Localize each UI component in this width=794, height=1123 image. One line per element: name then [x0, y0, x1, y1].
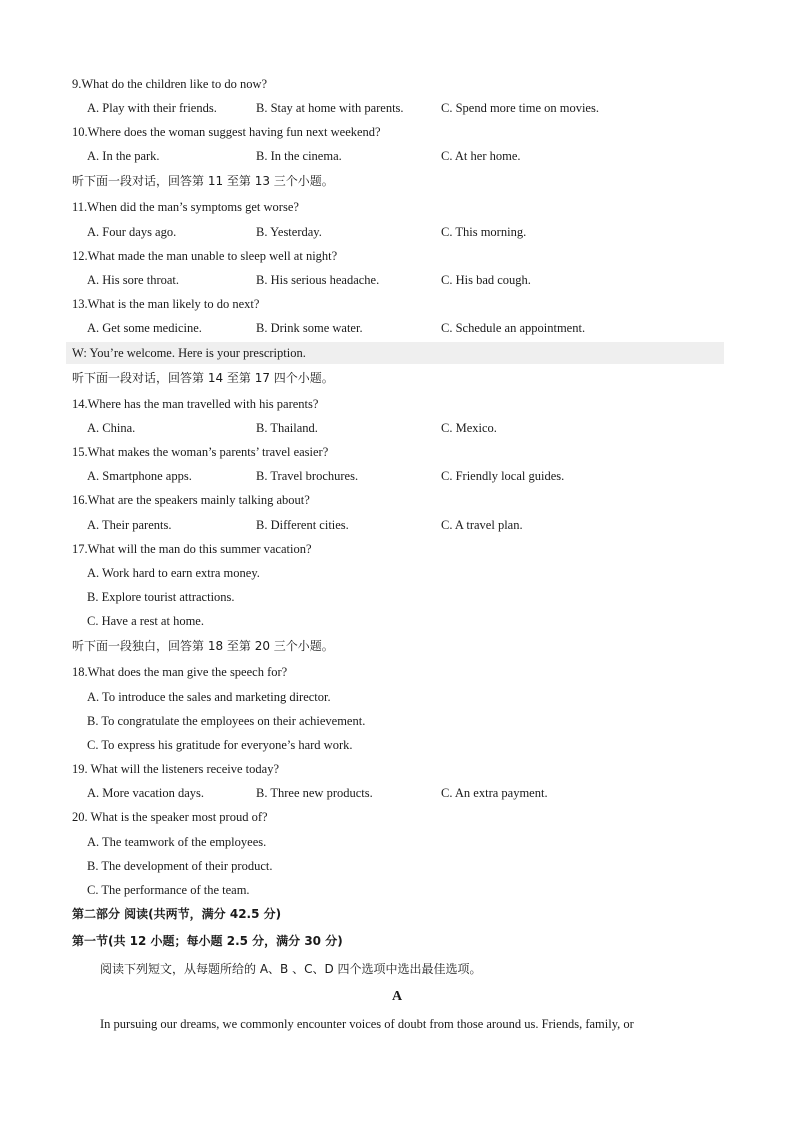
question-14: 14.Where has the man travelled with his parents?: [72, 397, 319, 411]
q11-option-c: C. This morning.: [441, 225, 527, 239]
q20-option-a: A. The teamwork of the employees.: [87, 835, 267, 849]
q10-option-b: B. In the cinema.: [256, 149, 342, 163]
q14-option-b: B. Thailand.: [256, 421, 318, 435]
q14-option-a: A. China.: [87, 421, 136, 435]
q19-option-a: A. More vacation days.: [87, 786, 204, 800]
q11-option-b: B. Yesterday.: [256, 225, 322, 239]
q9-option-c: C. Spend more time on movies.: [441, 101, 599, 115]
q14-option-c: C. Mexico.: [441, 421, 497, 435]
q13-option-b: B. Drink some water.: [256, 321, 363, 335]
q12-option-c: C. His bad cough.: [441, 273, 531, 287]
q16-option-a: A. Their parents.: [87, 518, 172, 532]
q9-option-b: B. Stay at home with parents.: [256, 101, 404, 115]
reading-instruction: 阅读下列短文，从每题所给的 A、B 、C、D 四个选项中选出最佳选项。: [100, 962, 482, 976]
question-10: 10.Where does the woman suggest having fun next weekend?: [72, 125, 381, 139]
section-heading-14-17: 听下面一段对话，回答第 14 至第 17 四个小题。: [72, 371, 334, 385]
q12-option-b: B. His serious headache.: [256, 273, 380, 287]
q15-option-c: C. Friendly local guides.: [441, 469, 565, 483]
q13-option-c: C. Schedule an appointment.: [441, 321, 586, 335]
question-17: 17.What will the man do this summer vacation?: [72, 542, 312, 556]
question-9: 9.What do the children like to do now?: [72, 77, 268, 91]
passage-label: A: [391, 989, 403, 1004]
question-13: 13.What is the man likely to do next?: [72, 297, 260, 311]
question-18: 18.What does the man give the speech for?: [72, 665, 288, 679]
q15-option-a: A. Smartphone apps.: [87, 469, 192, 483]
question-15: 15.What makes the woman’s parents’ travel easier?: [72, 445, 329, 459]
q15-option-b: B. Travel brochures.: [256, 469, 359, 483]
q18-option-b: B. To congratulate the employees on their achievement.: [87, 714, 366, 728]
section-heading-18-20: 听下面一段独白，回答第 18 至第 20 三个小题。: [72, 639, 334, 653]
transcript-line: W: You’re welcome. Here is your prescription.: [72, 346, 306, 360]
q13-option-a: A. Get some medicine.: [87, 321, 202, 335]
q9-option-a: A. Play with their friends.: [87, 101, 217, 115]
question-19: 19. What will the listeners receive today?: [72, 762, 279, 776]
question-16: 16.What are the speakers mainly talking about?: [72, 493, 310, 507]
q18-option-c: C. To express his gratitude for everyone’s hard work.: [87, 738, 353, 752]
part-two-title: 第二部分 阅读(共两节，满分 42.5 分): [72, 907, 282, 921]
q19-option-b: B. Three new products.: [256, 786, 373, 800]
question-11: 11.When did the man’s symptoms get worse?: [72, 200, 299, 214]
q16-option-c: C. A travel plan.: [441, 518, 523, 532]
q20-option-c: C. The performance of the team.: [87, 883, 250, 897]
q10-option-a: A. In the park.: [87, 149, 160, 163]
q17-option-b: B. Explore tourist attractions.: [87, 590, 235, 604]
q17-option-c: C. Have a rest at home.: [87, 614, 204, 628]
q19-option-c: C. An extra payment.: [441, 786, 548, 800]
q18-option-a: A. To introduce the sales and marketing director.: [87, 690, 331, 704]
q16-option-b: B. Different cities.: [256, 518, 349, 532]
question-20: 20. What is the speaker most proud of?: [72, 810, 268, 824]
passage-first-line: In pursuing our dreams, we commonly encounter voices of doubt from those around us. Friends, family, or: [100, 1017, 634, 1031]
q11-option-a: A. Four days ago.: [87, 225, 177, 239]
q12-option-a: A. His sore throat.: [87, 273, 179, 287]
section-heading-11-13: 听下面一段对话，回答第 11 至第 13 三个小题。: [72, 174, 334, 188]
section-one-title: 第一节(共 12 小题；每小题 2.5 分，满分 30 分): [72, 934, 343, 948]
question-12: 12.What made the man unable to sleep well at night?: [72, 249, 338, 263]
q20-option-b: B. The development of their product.: [87, 859, 273, 873]
q10-option-c: C. At her home.: [441, 149, 521, 163]
q17-option-a: A. Work hard to earn extra money.: [87, 566, 260, 580]
